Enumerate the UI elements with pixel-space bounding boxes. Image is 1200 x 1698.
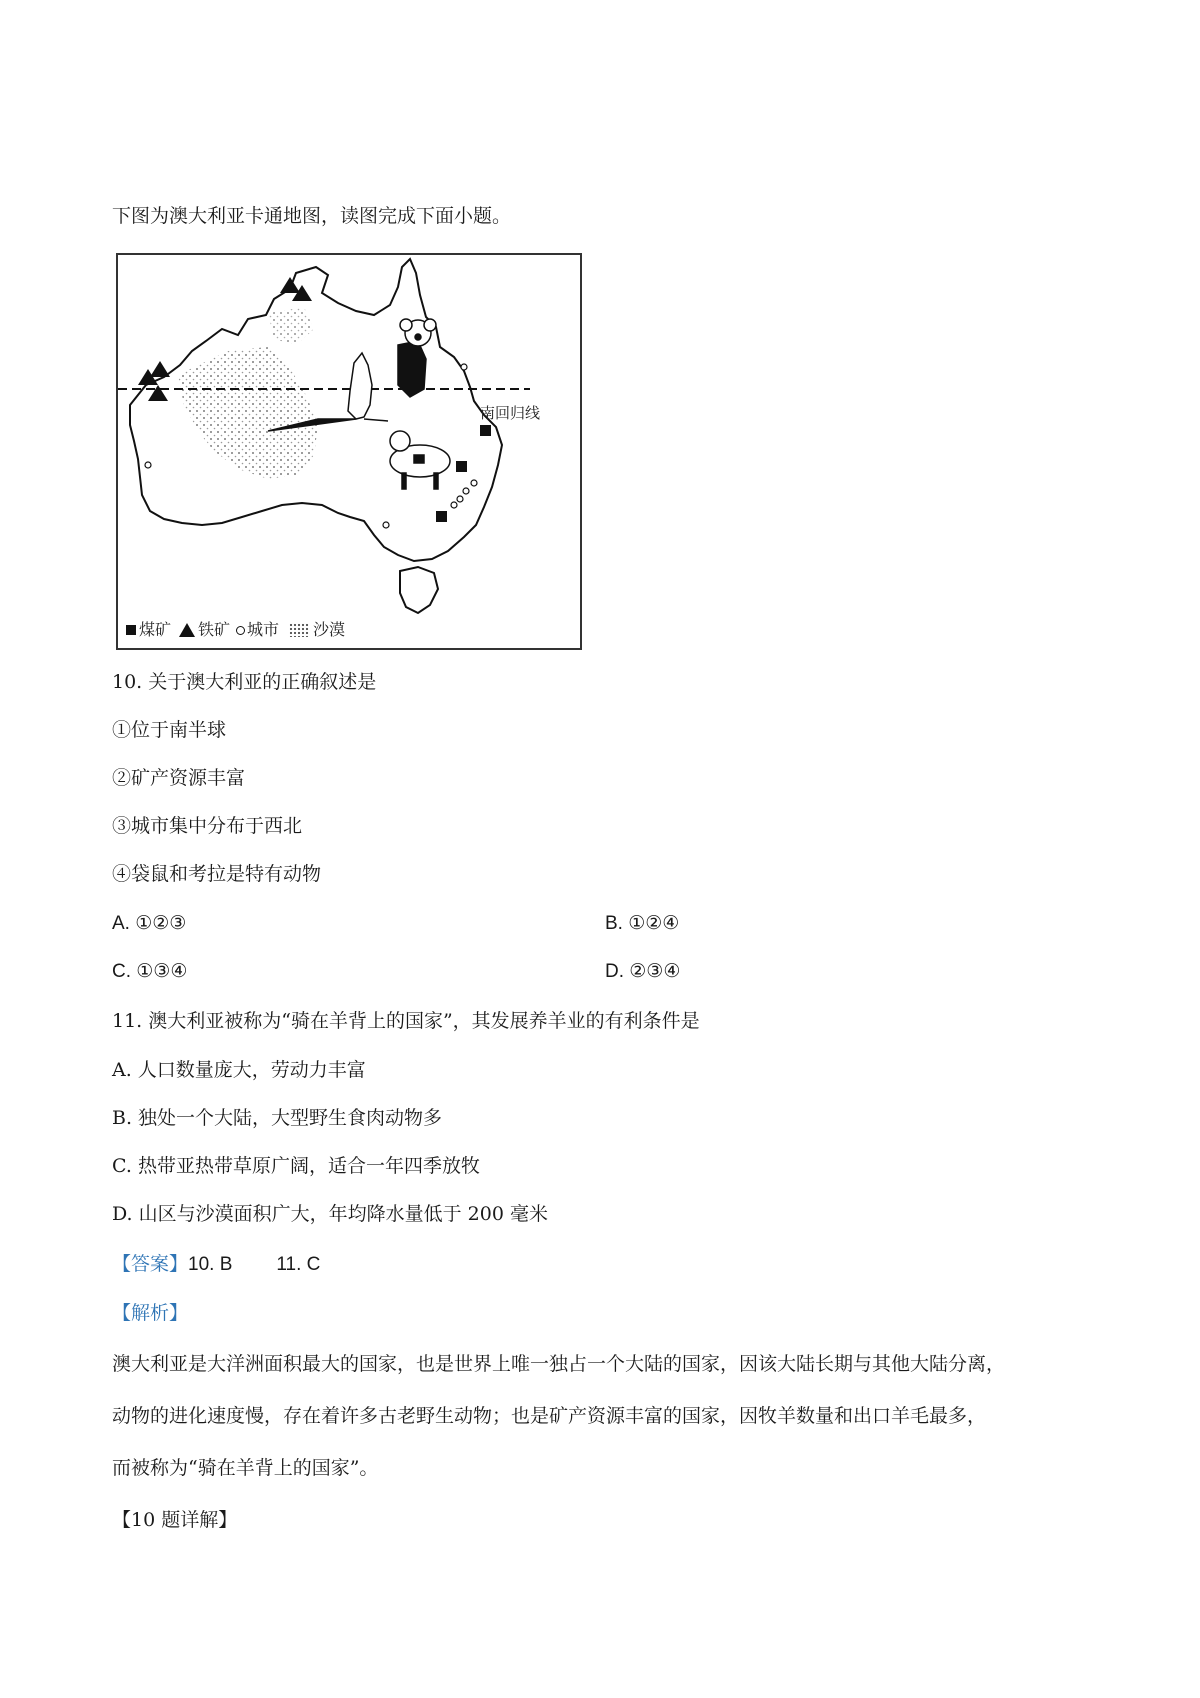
desert-legend-icon — [289, 623, 309, 637]
answer-q10: 10. B — [188, 1254, 233, 1275]
iron-legend-icon — [179, 623, 195, 637]
legend-iron: 铁矿 — [198, 620, 231, 639]
australia-map — [116, 253, 582, 650]
analysis-line-2: 动物的进化速度慢，存在着许多古老野生动物；也是矿产资源丰富的国家，因牧羊数量和出口羊毛最多， — [112, 1405, 987, 1427]
q10-statement-4: ④袋鼠和考拉是特有动物 — [112, 863, 322, 885]
legend-city: 城市 — [247, 620, 280, 639]
q10-statement-1: ①位于南半球 — [112, 719, 227, 741]
q10-stem: 10. 关于澳大利亚的正确叙述是 — [112, 671, 377, 693]
q10-option-b: B. ①②④ — [605, 913, 680, 934]
q10-option-c: C. ①③④ — [112, 961, 188, 982]
australia-map-drawing — [118, 255, 580, 648]
q10-statement-2: ②矿产资源丰富 — [112, 767, 246, 789]
q10-option-d: D. ②③④ — [605, 961, 681, 982]
detail-heading: 【10 题详解】 — [112, 1509, 238, 1531]
answer-tag: 【答案】 — [112, 1253, 189, 1275]
answer-line — [112, 1251, 320, 1278]
q11-option-c: C. 热带亚热带草原广阔，适合一年四季放牧 — [112, 1155, 480, 1177]
city-legend-icon — [236, 626, 245, 635]
intro-text: 下图为澳大利亚卡通地图，读图完成下面小题。 — [112, 205, 512, 227]
analysis-line-3: 而被称为“骑在羊背上的国家”。 — [112, 1457, 379, 1479]
q11-option-a: A. 人口数量庞大，劳动力丰富 — [112, 1059, 366, 1081]
q10-statement-3: ③城市集中分布于西北 — [112, 815, 303, 837]
analysis-line-1: 澳大利亚是大洋洲面积最大的国家，也是世界上唯一独占一个大陆的国家，因该大陆长期与其他大陆分离， — [112, 1353, 1006, 1375]
q11-option-d: D. 山区与沙漠面积广大，年均降水量低于 200 毫米 — [112, 1203, 548, 1225]
tasmania-outline — [400, 567, 438, 613]
map-legend — [126, 620, 345, 641]
legend-coal: 煤矿 — [139, 620, 172, 639]
q11-stem: 11. 澳大利亚被称为“骑在羊背上的国家”，其发展养羊业的有利条件是 — [112, 1010, 700, 1032]
q11-option-b: B. 独处一个大陆，大型野生食肉动物多 — [112, 1107, 443, 1129]
coal-legend-icon — [126, 625, 136, 635]
tropic-label: 南回归线 — [480, 404, 541, 422]
q10-option-a: A. ①②③ — [112, 913, 187, 934]
answer-q11: 11. C — [276, 1254, 321, 1275]
analysis-tag: 【解析】 — [112, 1302, 189, 1324]
legend-desert: 沙漠 — [313, 620, 346, 639]
